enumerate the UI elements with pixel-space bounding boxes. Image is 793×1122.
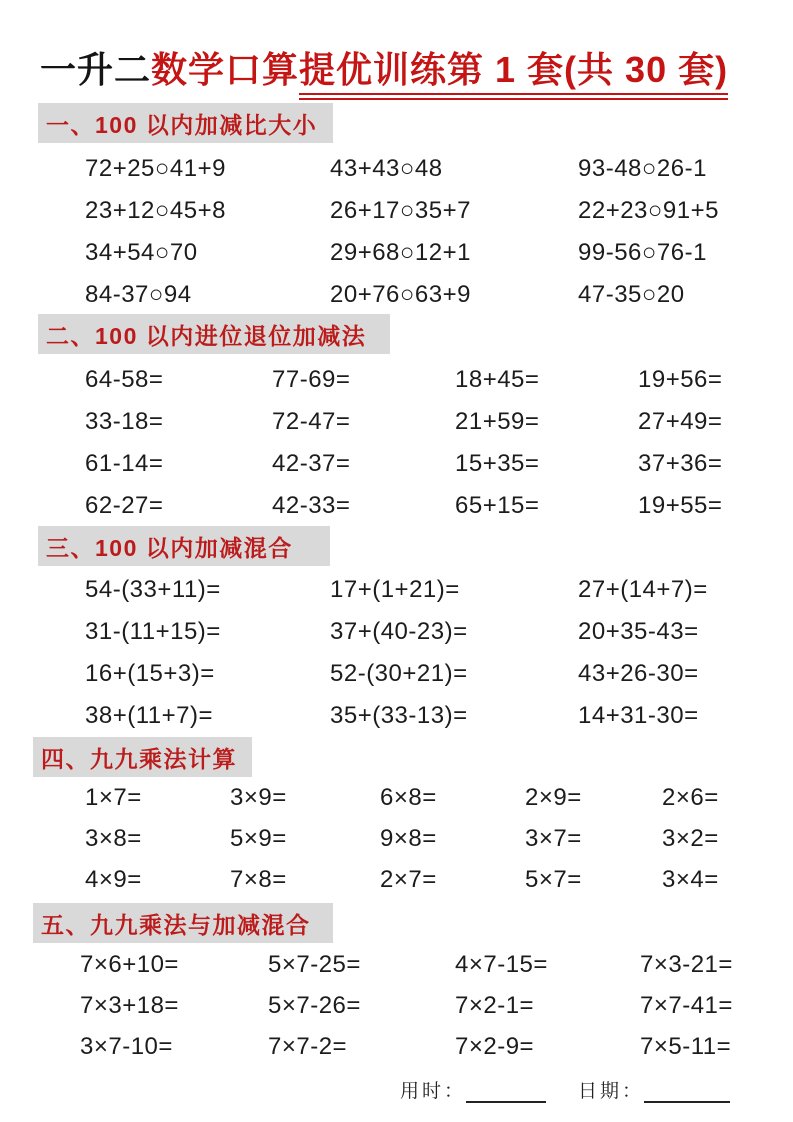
problem-cell: 99-56○76-1 (578, 239, 707, 266)
problem-cell: 2×6= (662, 783, 719, 811)
problems-grid-comparison (85, 148, 785, 316)
problem-cell: 65+15= (455, 492, 540, 519)
title-set-part: 提优训练第 1 套(共 30 套) (299, 49, 728, 100)
problem-cell: 17+(1+21)= (330, 576, 460, 603)
problem-cell: 31-(11+15)= (85, 618, 221, 645)
time-blank-line (466, 1079, 546, 1103)
page-title (40, 42, 728, 93)
problem-cell: 4×9= (85, 865, 142, 893)
footer (400, 1076, 736, 1103)
problem-cell: 72+25○41+9 (85, 155, 226, 182)
problem-cell: 20+35-43= (578, 618, 699, 645)
section-heading: 一、100 以内加减比大小 (46, 111, 318, 138)
problem-cell: 93-48○26-1 (578, 155, 707, 182)
problem-cell: 43+43○48 (330, 155, 443, 182)
problem-cell: 5×7-25= (268, 950, 361, 978)
problem-cell: 22+23○91+5 (578, 197, 719, 224)
problem-cell: 64-58= (85, 366, 164, 393)
problem-cell: 42-37= (272, 450, 351, 477)
section-header-3 (38, 526, 330, 566)
problem-cell: 5×7-26= (268, 991, 361, 1019)
problem-cell: 34+54○70 (85, 239, 198, 266)
title-grade-part: 一升二 (40, 49, 152, 90)
problem-cell: 27+49= (638, 408, 723, 435)
problem-cell: 7×5-11= (640, 1032, 732, 1060)
problem-cell: 1×7= (85, 783, 142, 811)
problem-cell: 2×9= (525, 783, 582, 811)
problem-cell: 52-(30+21)= (330, 660, 468, 687)
problem-cell: 29+68○12+1 (330, 239, 471, 266)
problem-cell: 3×9= (230, 783, 287, 811)
problem-cell: 35+(33-13)= (330, 702, 468, 729)
problem-cell: 4×7-15= (455, 950, 548, 978)
problem-cell: 37+36= (638, 450, 723, 477)
section-header-2 (38, 314, 390, 354)
section-heading: 四、九九乘法计算 (41, 745, 237, 772)
section-heading: 三、100 以内加减混合 (46, 534, 293, 561)
problem-cell: 2×7= (380, 865, 437, 893)
problem-cell: 42-33= (272, 492, 351, 519)
problem-cell: 19+55= (638, 492, 723, 519)
problem-cell: 54-(33+11)= (85, 576, 221, 603)
date-label: 日期： (578, 1081, 645, 1102)
section-header-5 (33, 903, 333, 943)
problem-cell: 27+(14+7)= (578, 576, 708, 603)
problem-cell: 9×8= (380, 824, 437, 852)
section-heading: 二、100 以内进位退位加减法 (46, 322, 367, 349)
problem-cell: 3×7= (525, 824, 582, 852)
problem-cell: 3×4= (662, 865, 719, 893)
problems-grid-mixed-addsub (85, 569, 785, 737)
problem-cell: 7×6+10= (80, 950, 179, 978)
problem-cell: 43+26-30= (578, 660, 699, 687)
problem-cell: 14+31-30= (578, 702, 699, 729)
problem-cell: 72-47= (272, 408, 351, 435)
problem-cell: 33-18= (85, 408, 164, 435)
problem-cell: 26+17○35+7 (330, 197, 471, 224)
problem-cell: 16+(15+3)= (85, 660, 215, 687)
problem-cell: 7×2-1= (455, 991, 535, 1019)
problem-cell: 3×7-10= (80, 1032, 173, 1060)
problem-cell: 84-37○94 (85, 281, 192, 308)
problem-cell: 21+59= (455, 408, 540, 435)
problem-cell: 77-69= (272, 366, 351, 393)
problem-cell: 18+45= (455, 366, 540, 393)
problem-cell: 37+(40-23)= (330, 618, 468, 645)
problem-cell: 7×3-21= (640, 950, 733, 978)
problem-cell: 38+(11+7)= (85, 702, 213, 729)
section-header-4 (33, 737, 252, 777)
problem-cell: 19+56= (638, 366, 723, 393)
problem-cell: 20+76○63+9 (330, 281, 471, 308)
problem-cell: 7×3+18= (80, 991, 179, 1019)
title-subject-part: 数学口算 (151, 49, 300, 90)
time-label: 用时： (400, 1081, 467, 1102)
problem-cell: 7×2-9= (455, 1032, 535, 1060)
problem-cell: 3×8= (85, 824, 142, 852)
problem-cell: 62-27= (85, 492, 164, 519)
problem-cell: 23+12○45+8 (85, 197, 226, 224)
problem-cell: 5×7= (525, 865, 582, 893)
problem-cell: 5×9= (230, 824, 287, 852)
problems-grid-multiplication (85, 777, 790, 900)
section-heading: 五、九九乘法与加减混合 (41, 911, 311, 938)
problem-cell: 3×2= (662, 824, 719, 852)
section-header-1 (38, 103, 333, 143)
problem-cell: 7×7-41= (640, 991, 733, 1019)
problem-cell: 47-35○20 (578, 281, 685, 308)
date-blank-line (644, 1079, 730, 1103)
problem-cell: 7×8= (230, 865, 287, 893)
problem-cell: 6×8= (380, 783, 437, 811)
problem-cell: 61-14= (85, 450, 164, 477)
problems-grid-carry-borrow (85, 359, 785, 527)
problems-grid-mult-addsub (80, 944, 790, 1067)
problem-cell: 15+35= (455, 450, 540, 477)
problem-cell: 7×7-2= (268, 1032, 348, 1060)
